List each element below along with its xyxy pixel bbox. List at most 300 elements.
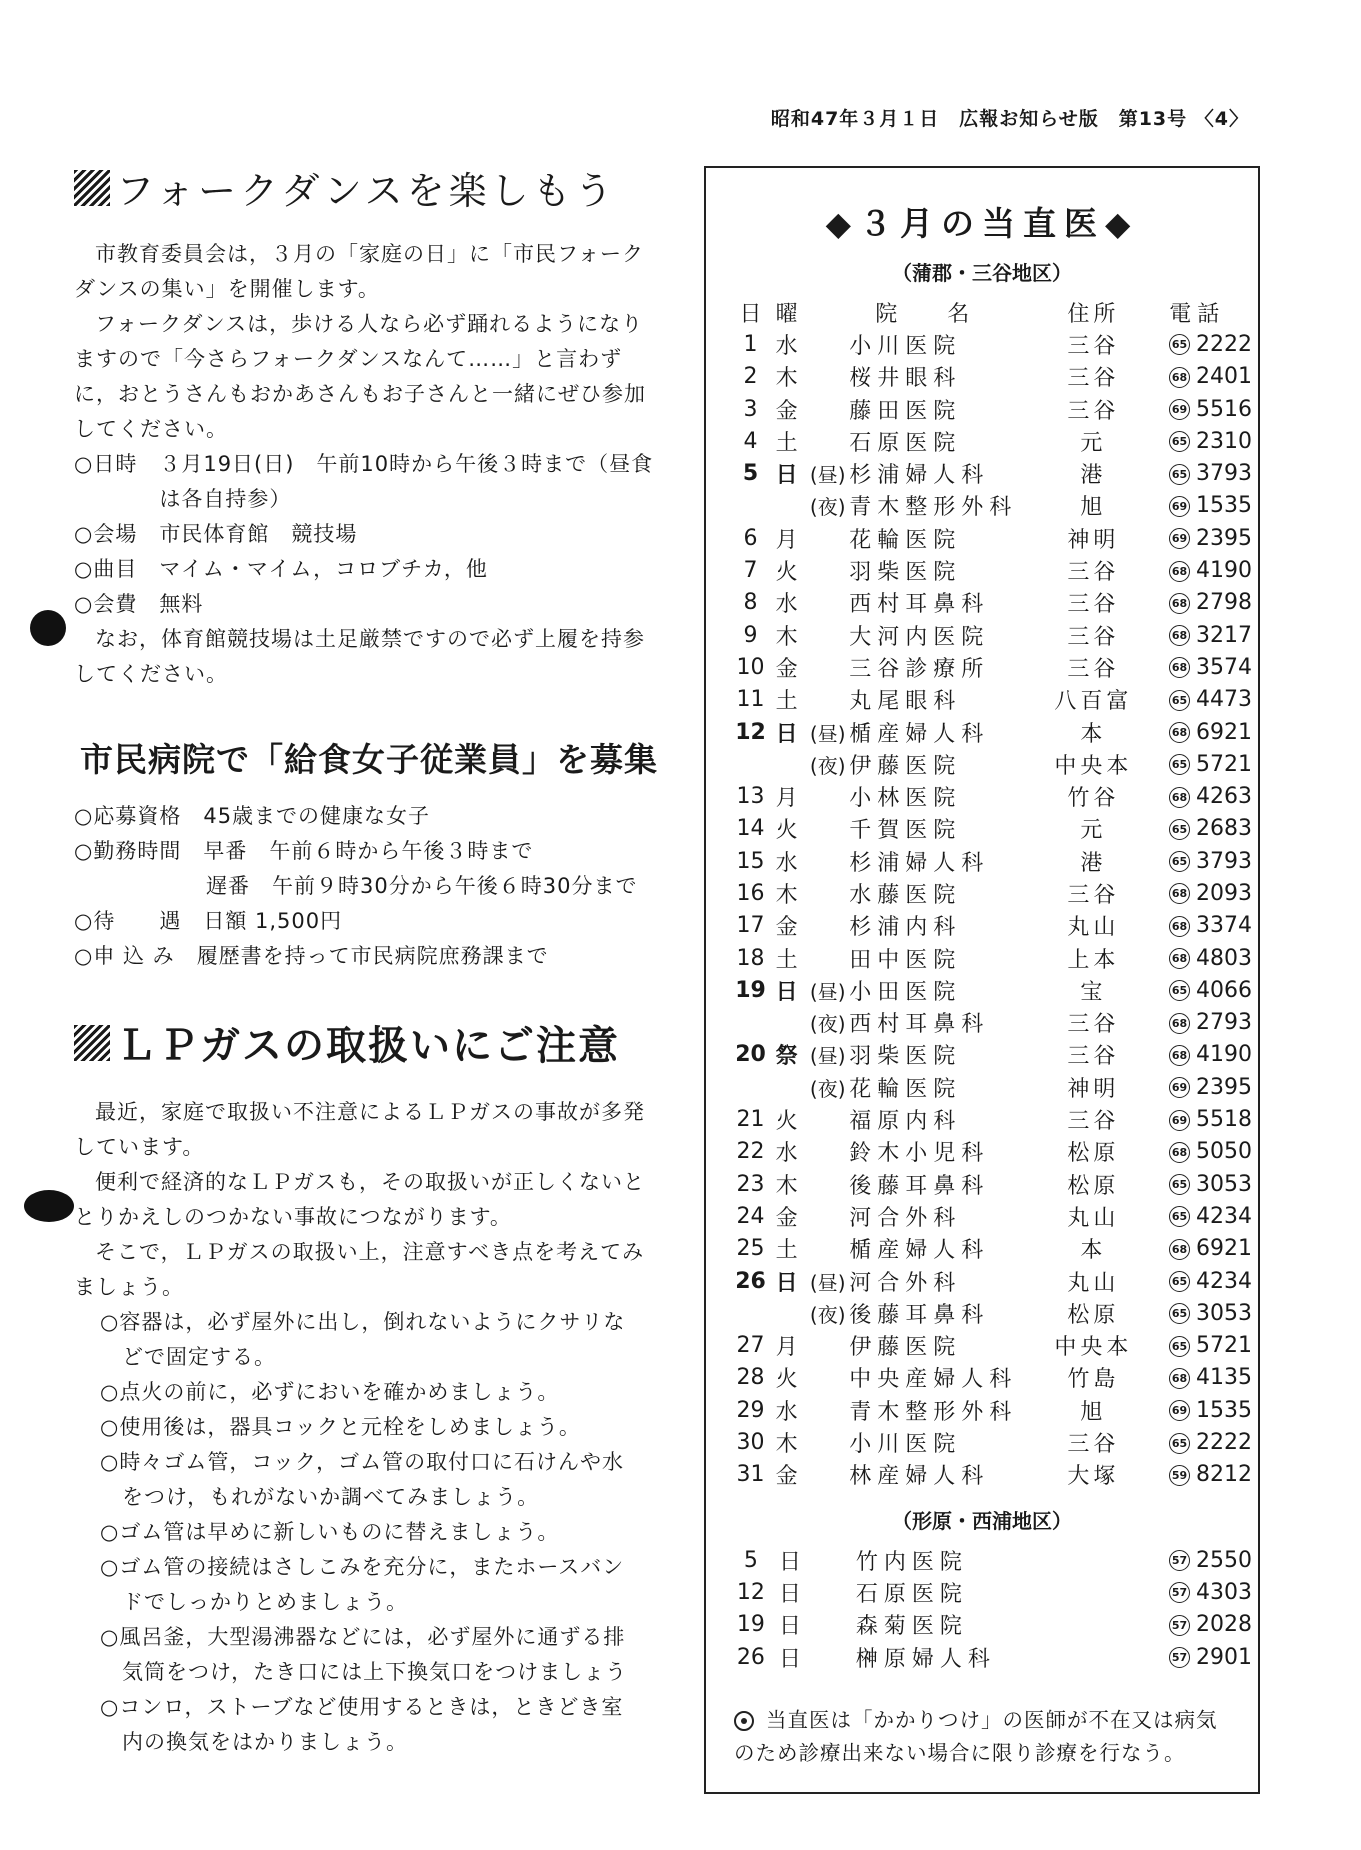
day-cell xyxy=(734,490,767,522)
phone-cell xyxy=(1142,974,1258,1006)
shift-cell xyxy=(806,780,849,812)
phone-number: 2793 xyxy=(1196,1010,1252,1036)
address-cell: 大塚 xyxy=(1067,1464,1120,1490)
bullet-icon xyxy=(734,1711,754,1731)
clinic-name-cell: 青木整形外科 xyxy=(849,1399,1018,1425)
phone-cell xyxy=(1142,328,1258,360)
list-item xyxy=(74,834,654,869)
day-cell xyxy=(734,748,767,780)
exchange-code-icon: 65 xyxy=(1169,464,1190,485)
day-cell: 27 xyxy=(736,1333,765,1359)
table-row xyxy=(734,425,1258,457)
day-cell: 6 xyxy=(743,525,758,551)
clinic-name-cell: 榊原婦人科 xyxy=(855,1646,996,1672)
address-cell xyxy=(1034,1609,1134,1641)
table-row xyxy=(734,651,1258,683)
phone-cell xyxy=(1142,942,1258,974)
phone-cell xyxy=(1142,619,1258,651)
item-value: 45歳までの健康な女子 xyxy=(203,804,431,828)
shift-cell xyxy=(806,587,849,619)
shift-cell xyxy=(806,651,849,683)
item-line: ○使用後は，器具コックと元栓をしめましょう。 xyxy=(100,1415,581,1439)
exchange-code-icon: 68 xyxy=(1169,1368,1190,1389)
address-cell: 松原 xyxy=(1067,1141,1120,1167)
shift-cell: (夜) xyxy=(809,495,846,520)
day-cell: 26 xyxy=(735,1268,766,1294)
table-row xyxy=(734,1641,1258,1673)
phone-number: 4190 xyxy=(1196,558,1252,584)
table-row xyxy=(734,1609,1258,1641)
day-cell: 28 xyxy=(736,1365,765,1391)
phone-number: 8212 xyxy=(1196,1462,1252,1488)
header-day: 日 xyxy=(739,301,762,327)
phone-cell xyxy=(1142,554,1258,586)
shift-cell xyxy=(806,1330,849,1362)
address-cell: 三谷 xyxy=(1067,1109,1120,1135)
item-value: 市民体育館 競技場 xyxy=(159,522,358,546)
shift-cell xyxy=(806,393,849,425)
phone-cell xyxy=(1142,1136,1258,1168)
clinic-name-cell: 河合外科 xyxy=(849,1270,962,1296)
clinic-name-cell: 水藤医院 xyxy=(849,882,962,908)
table-row xyxy=(734,1007,1258,1039)
table-row xyxy=(734,1168,1258,1200)
table-row xyxy=(734,684,1258,716)
table-row xyxy=(734,1265,1258,1297)
clinic-name-cell: 石原医院 xyxy=(855,1581,968,1607)
list-item xyxy=(74,1550,654,1620)
phone-number: 5721 xyxy=(1196,1333,1252,1359)
day-cell: 17 xyxy=(736,913,765,939)
phone-cell xyxy=(1134,1609,1258,1641)
day-cell xyxy=(734,1071,767,1103)
shift-cell: (夜) xyxy=(809,1012,846,1037)
clinic-name-cell: 伊藤医院 xyxy=(849,1335,962,1361)
page-header: 昭和47年３月１日 広報お知らせ版 第13号 〈4〉 xyxy=(770,108,1249,130)
shift-cell xyxy=(806,1168,849,1200)
table-row xyxy=(734,974,1258,1006)
exchange-code-icon: 65 xyxy=(1169,431,1190,452)
list-item xyxy=(74,904,654,939)
shift-cell xyxy=(806,1426,849,1458)
address-cell: 竹谷 xyxy=(1067,786,1120,812)
clinic-name-cell: 羽柴医院 xyxy=(849,560,962,586)
phone-number: 2093 xyxy=(1196,880,1252,906)
duty-note: 当直医は「かかりつけ」の医師が不在又は病気のため診療出来ない場合に限り診療を行なう。 xyxy=(734,1708,1218,1765)
clinic-name-cell: 後藤耳鼻科 xyxy=(849,1302,990,1328)
exchange-code-icon: 65 xyxy=(1169,980,1190,1001)
shift-cell xyxy=(806,619,849,651)
shift-cell xyxy=(806,1233,849,1265)
phone-number: 5721 xyxy=(1196,751,1252,777)
shift-cell xyxy=(806,328,849,360)
table-row xyxy=(734,1136,1258,1168)
day-cell: 12 xyxy=(735,719,766,745)
phone-cell xyxy=(1142,587,1258,619)
table-row xyxy=(734,457,1258,489)
exchange-code-icon: 69 xyxy=(1169,399,1190,420)
exchange-code-icon: 69 xyxy=(1169,528,1190,549)
exchange-code-icon: 68 xyxy=(1169,561,1190,582)
table-row xyxy=(734,748,1258,780)
list-item xyxy=(74,1445,654,1515)
area-gamagori-title: （蒲郡・三谷地区） xyxy=(892,261,1072,285)
clinic-name-cell: 藤田医院 xyxy=(849,398,962,424)
address-cell: 本 xyxy=(1080,1238,1107,1264)
exchange-code-icon: 65 xyxy=(1169,690,1190,711)
duty-doctor-box xyxy=(704,166,1260,1794)
clinic-name-cell: 森菊医院 xyxy=(855,1614,968,1640)
phone-cell xyxy=(1142,780,1258,812)
exchange-code-icon: 68 xyxy=(1169,367,1190,388)
phone-number: 1535 xyxy=(1196,1397,1252,1423)
phone-number: 4263 xyxy=(1196,784,1252,810)
lp-paragraph-3: そこで，ＬＰガスの取扱い上，注意すべき点を考えてみましょう。 xyxy=(74,1240,645,1299)
item-line: ○ゴム管の接続はさしこみを充分に，またホースバン xyxy=(100,1555,625,1579)
shift-cell xyxy=(812,1576,856,1608)
phone-cell xyxy=(1142,1071,1258,1103)
item-value: マイム・マイム，コロブチカ，他 xyxy=(159,557,488,581)
exchange-code-icon: 65 xyxy=(1169,754,1190,775)
exchange-code-icon: 65 xyxy=(1169,334,1190,355)
table-row xyxy=(734,1233,1258,1265)
weekday-cell: 土 xyxy=(775,689,798,715)
phone-number: 2395 xyxy=(1196,1074,1252,1100)
exchange-code-icon: 68 xyxy=(1169,1045,1190,1066)
address-cell: 三谷 xyxy=(1067,1012,1120,1038)
table-row xyxy=(734,619,1258,651)
address-cell: 三谷 xyxy=(1067,656,1120,682)
item-value: 早番 午前６時から午後３時まで xyxy=(203,839,534,863)
day-cell: 19 xyxy=(735,977,766,1003)
phone-number: 4234 xyxy=(1196,1268,1252,1294)
table-row xyxy=(734,1459,1258,1491)
phone-cell xyxy=(1142,1426,1258,1458)
address-cell: 本 xyxy=(1080,721,1107,747)
phone-number: 3374 xyxy=(1196,913,1252,939)
table-row xyxy=(734,1394,1258,1426)
phone-number: 3574 xyxy=(1196,654,1252,680)
weekday-cell: 日 xyxy=(775,463,798,489)
day-cell: 22 xyxy=(736,1139,765,1165)
phone-number: 2401 xyxy=(1196,364,1252,390)
exchange-code-icon: 68 xyxy=(1169,948,1190,969)
clinic-name-cell: 丸尾眼科 xyxy=(849,689,962,715)
exchange-code-icon: 68 xyxy=(1169,722,1190,743)
folk-items xyxy=(74,447,654,622)
phone-cell xyxy=(1142,684,1258,716)
shift-cell xyxy=(806,1103,849,1135)
day-cell: 12 xyxy=(736,1579,765,1605)
phone-cell xyxy=(1142,393,1258,425)
folk-paragraph-2: フォークダンスは，歩ける人なら必ず踊れるようになりますので「今さらフォークダンスなんて……」と言わずに，おとうさんもおかあさんもお子さんと一緒にぜひ参加してください。 xyxy=(74,312,646,441)
phone-cell xyxy=(1142,457,1258,489)
address-cell: 元 xyxy=(1080,818,1107,844)
phone-number: 3053 xyxy=(1196,1300,1252,1326)
exchange-code-icon: 57 xyxy=(1169,1550,1190,1571)
phone-number: 5518 xyxy=(1196,1107,1252,1133)
address-cell: 港 xyxy=(1080,850,1107,876)
clinic-name-cell: 花輪医院 xyxy=(849,527,962,553)
phone-number: 4190 xyxy=(1196,1042,1252,1068)
phone-number: 2028 xyxy=(1196,1612,1252,1638)
list-item xyxy=(74,517,654,552)
day-cell: 15 xyxy=(736,848,765,874)
day-cell: 8 xyxy=(743,590,758,616)
table-row xyxy=(734,845,1258,877)
weekday-cell: 火 xyxy=(775,1367,798,1393)
shift-cell xyxy=(806,877,849,909)
exchange-code-icon: 69 xyxy=(1169,1077,1190,1098)
phone-cell xyxy=(1142,490,1258,522)
day-cell: 11 xyxy=(736,687,765,713)
weekday-cell: 金 xyxy=(775,1464,798,1490)
exchange-code-icon: 65 xyxy=(1169,819,1190,840)
table-row xyxy=(734,1576,1258,1608)
duty-title: ◆３月の当直医◆ xyxy=(825,204,1139,243)
day-cell: 9 xyxy=(743,622,758,648)
exchange-code-icon: 57 xyxy=(1169,1582,1190,1603)
shift-cell: (夜) xyxy=(809,1076,846,1101)
header-address: 住所 xyxy=(1067,301,1120,327)
clinic-name-cell: 西村耳鼻科 xyxy=(849,592,990,618)
day-cell: 16 xyxy=(736,880,765,906)
weekday-cell: 木 xyxy=(775,1432,798,1458)
folk-paragraph-3: なお，体育館競技場は土足厳禁ですので必ず上履を持参してください。 xyxy=(74,627,645,686)
address-cell: 港 xyxy=(1080,463,1107,489)
weekday-cell: 水 xyxy=(775,1141,798,1167)
clinic-name-cell: 楯産婦人科 xyxy=(849,1238,990,1264)
exchange-code-icon: 68 xyxy=(1169,625,1190,646)
shift-cell xyxy=(806,554,849,586)
phone-cell xyxy=(1142,716,1258,748)
weekday-cell: 土 xyxy=(775,1238,798,1264)
phone-number: 3793 xyxy=(1196,848,1252,874)
weekday-cell: 日 xyxy=(779,1549,802,1575)
day-cell: 24 xyxy=(736,1203,765,1229)
table-row xyxy=(734,522,1258,554)
item-value: 履歴書を持って市民病院庶務課まで xyxy=(196,944,549,968)
list-item xyxy=(74,1690,654,1760)
weekday-cell: 土 xyxy=(775,947,798,973)
phone-number: 4473 xyxy=(1196,687,1252,713)
phone-number: 2310 xyxy=(1196,428,1252,454)
phone-cell xyxy=(1142,877,1258,909)
day-cell xyxy=(734,1297,767,1329)
phone-number: 6921 xyxy=(1196,719,1252,745)
item-line: ○ゴム管は早めに新しいものに替えましょう。 xyxy=(100,1520,560,1544)
item-value: 無料 xyxy=(159,592,204,616)
item-key: ○応募資格 xyxy=(74,804,204,828)
shift-cell: (昼) xyxy=(809,721,846,746)
clinic-name-cell: 河合外科 xyxy=(849,1205,962,1231)
day-cell: 2 xyxy=(743,364,758,390)
shift-cell: (昼) xyxy=(809,1270,846,1295)
day-cell: 3 xyxy=(743,396,758,422)
clinic-name-cell: 鈴木小児科 xyxy=(849,1141,990,1167)
clinic-name-cell: 小川医院 xyxy=(849,1432,962,1458)
day-cell: 26 xyxy=(736,1644,765,1670)
exchange-code-icon: 68 xyxy=(1169,916,1190,937)
phone-cell xyxy=(1142,1200,1258,1232)
day-cell: 14 xyxy=(736,816,765,842)
address-cell: 三谷 xyxy=(1067,1044,1120,1070)
list-item xyxy=(74,1305,654,1375)
list-item xyxy=(74,447,654,517)
phone-number: 1535 xyxy=(1196,493,1252,519)
item-line-cont: 気筒をつけ，たき口には上下換気口をつけましょう xyxy=(122,1660,628,1684)
exchange-code-icon: 65 xyxy=(1169,851,1190,872)
clinic-name-cell: 桜井眼科 xyxy=(849,366,962,392)
shift-cell xyxy=(806,1136,849,1168)
weekday-cell: 日 xyxy=(779,1614,802,1640)
exchange-code-icon: 68 xyxy=(1169,1239,1190,1260)
phone-cell xyxy=(1142,1103,1258,1135)
item-key: ○会場 xyxy=(74,522,160,546)
phone-number: 2798 xyxy=(1196,590,1252,616)
table-row xyxy=(734,1362,1258,1394)
exchange-code-icon: 65 xyxy=(1169,1271,1190,1292)
table-row xyxy=(734,328,1258,360)
exchange-code-icon: 65 xyxy=(1169,1303,1190,1324)
hospital-items xyxy=(74,799,654,974)
weekday-cell: 金 xyxy=(775,656,798,682)
address-cell: 中央本 xyxy=(1054,753,1133,779)
weekday-cell: 日 xyxy=(775,979,798,1005)
shift-cell xyxy=(806,425,849,457)
hatch-icon xyxy=(74,170,110,206)
phone-cell xyxy=(1134,1641,1258,1673)
phone-number: 4303 xyxy=(1196,1579,1252,1605)
weekday-cell xyxy=(767,1071,806,1103)
table-row xyxy=(734,877,1258,909)
shift-cell: (昼) xyxy=(809,463,846,488)
weekday-cell: 月 xyxy=(775,786,798,812)
item-line-cont: ドでしっかりとめましょう。 xyxy=(122,1590,408,1614)
list-item xyxy=(74,1515,654,1550)
table-row xyxy=(734,1297,1258,1329)
phone-cell xyxy=(1142,1168,1258,1200)
table-row xyxy=(734,490,1258,522)
lp-paragraph-2: 便利で経済的なＬＰガスも，その取扱いが正しくないととりかえしのつかない事故につながります。 xyxy=(74,1170,645,1229)
phone-cell xyxy=(1142,522,1258,554)
shift-cell: (昼) xyxy=(809,979,846,1004)
item-key: ○勤務時間 xyxy=(74,839,204,863)
list-item xyxy=(74,869,654,904)
address-cell: 宝 xyxy=(1080,979,1107,1005)
shift-cell xyxy=(806,813,849,845)
phone-number: 3793 xyxy=(1196,461,1252,487)
address-cell: 中央本 xyxy=(1054,1335,1133,1361)
phone-number: 4135 xyxy=(1196,1365,1252,1391)
table-row xyxy=(734,1544,1258,1576)
clinic-name-cell: 田中医院 xyxy=(849,947,962,973)
address-cell: 神明 xyxy=(1067,527,1120,553)
clinic-name-cell: 杉浦婦人科 xyxy=(849,463,990,489)
address-cell: 丸山 xyxy=(1067,915,1120,941)
clinic-name-cell: 小林医院 xyxy=(849,786,962,812)
day-cell: 7 xyxy=(743,558,758,584)
item-value: 遅番 午前９時30分から午後６時30分まで xyxy=(206,874,638,898)
duty-table-katahara xyxy=(734,1544,1258,1673)
table-row xyxy=(734,393,1258,425)
weekday-cell: 月 xyxy=(775,1335,798,1361)
weekday-cell: 水 xyxy=(775,850,798,876)
clinic-name-cell: 杉浦婦人科 xyxy=(849,850,990,876)
shift-cell xyxy=(812,1544,856,1576)
item-line-cont: 内の換気をはかりましょう。 xyxy=(122,1730,408,1754)
exchange-code-icon: 68 xyxy=(1169,787,1190,808)
day-cell: 5 xyxy=(742,461,759,487)
item-key: ○日時 xyxy=(74,452,160,476)
exchange-code-icon: 69 xyxy=(1169,1110,1190,1131)
list-item xyxy=(74,552,654,587)
lp-items xyxy=(74,1305,654,1760)
weekday-cell xyxy=(767,1297,806,1329)
clinic-name-cell: 花輪医院 xyxy=(849,1076,962,1102)
address-cell: 三谷 xyxy=(1067,366,1120,392)
item-line: ○時々ゴム管，コック，ゴム管の取付口に石けんや水 xyxy=(100,1450,625,1474)
item-key: ○会費 xyxy=(74,592,160,616)
table-row xyxy=(734,1426,1258,1458)
day-cell: 19 xyxy=(736,1612,765,1638)
header-phone: 電話 xyxy=(1169,301,1226,327)
item-key: ○申 込 み xyxy=(74,944,197,968)
table-row xyxy=(734,780,1258,812)
weekday-cell: 日 xyxy=(775,721,798,747)
item-line-cont: どで固定する。 xyxy=(122,1345,276,1369)
address-cell: 旭 xyxy=(1080,1399,1107,1425)
clinic-name-cell: 福原内科 xyxy=(849,1109,962,1135)
header-weekday: 曜 xyxy=(775,301,798,327)
address-cell xyxy=(1034,1576,1134,1608)
clinic-name-cell: 中央産婦人科 xyxy=(849,1367,1018,1393)
clinic-name-cell: 後藤耳鼻科 xyxy=(849,1173,990,1199)
phone-number: 2550 xyxy=(1196,1547,1252,1573)
table-row xyxy=(734,1103,1258,1135)
day-cell: 4 xyxy=(743,428,758,454)
punch-hole-mark xyxy=(24,1190,74,1222)
item-key: ○曲目 xyxy=(74,557,160,581)
day-cell: 20 xyxy=(735,1042,766,1068)
day-cell: 13 xyxy=(736,784,765,810)
table-row xyxy=(734,361,1258,393)
day-cell: 29 xyxy=(736,1397,765,1423)
item-value: 日額 1,500円 xyxy=(203,909,343,933)
phone-cell xyxy=(1142,1039,1258,1071)
address-cell: 八百富 xyxy=(1054,689,1133,715)
day-cell: 1 xyxy=(743,331,758,357)
phone-number: 2683 xyxy=(1196,816,1252,842)
table-row xyxy=(734,1330,1258,1362)
day-cell: 5 xyxy=(743,1547,758,1573)
folk-title: フォークダンスを楽しもう xyxy=(74,160,654,215)
shift-cell xyxy=(806,1362,849,1394)
table-row xyxy=(734,587,1258,619)
shift-cell: (昼) xyxy=(809,1044,846,1069)
lp-paragraph-1: 最近，家庭で取扱い不注意によるＬＰガスの事故が多発しています。 xyxy=(74,1100,645,1159)
weekday-cell: 木 xyxy=(775,1173,798,1199)
list-item xyxy=(74,587,654,622)
item-line: ○容器は，必ず屋外に出し，倒れないようにクサリな xyxy=(100,1310,626,1334)
table-row xyxy=(734,1071,1258,1103)
address-cell: 三谷 xyxy=(1067,333,1120,359)
shift-cell xyxy=(806,1200,849,1232)
phone-cell xyxy=(1134,1544,1258,1576)
phone-cell xyxy=(1142,813,1258,845)
item-line-cont: をつけ，もれがないか調べてみましょう。 xyxy=(122,1485,540,1509)
weekday-cell: 金 xyxy=(775,398,798,424)
